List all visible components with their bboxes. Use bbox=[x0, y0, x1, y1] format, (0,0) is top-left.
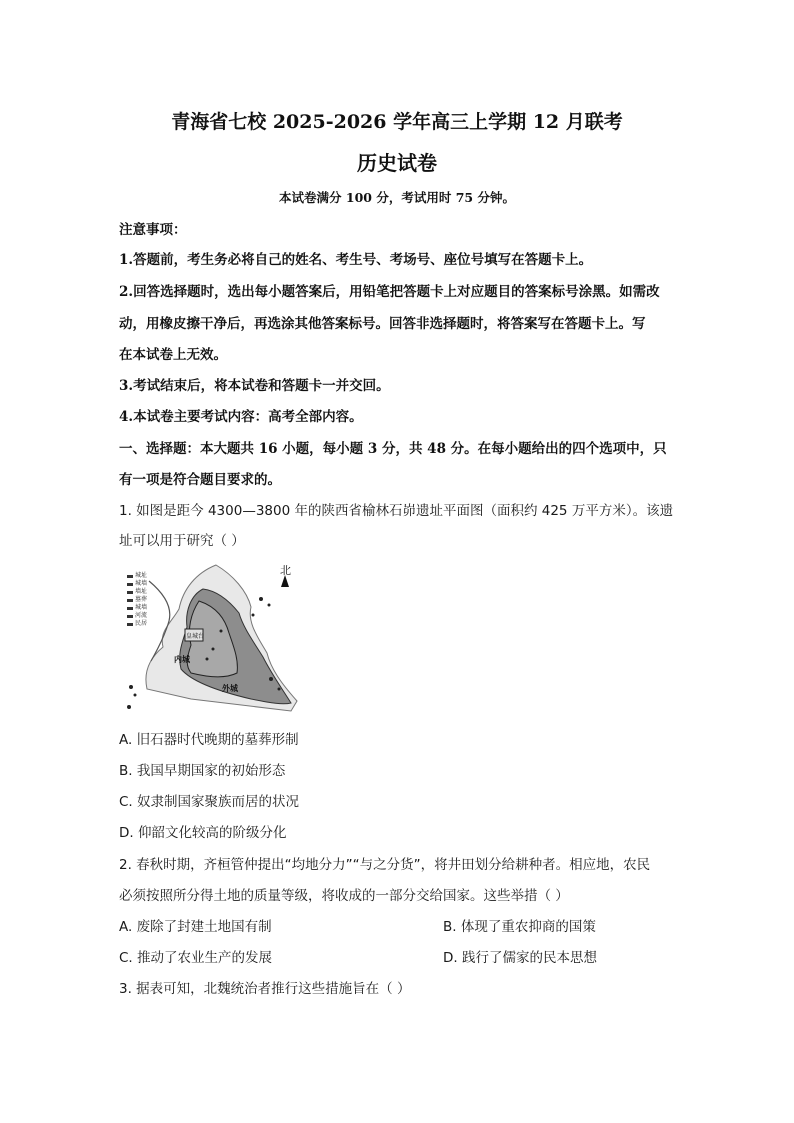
question-3-stem-line-1: 3. 据表可知，北魏统治者推行这些措施旨在（ ） bbox=[119, 981, 411, 997]
exam-title: 青海省七校 2025-2026 学年高三上学期 12 月联考 bbox=[171, 111, 623, 133]
notice-heading: 注意事项： bbox=[119, 222, 187, 238]
question-1-stem-line-1: 1. 如图是距今 4300—3800 年的陕西省榆林石峁遗址平面图（面积约 425 万平方米）。该遗 bbox=[119, 503, 674, 519]
map-legend-item-7: 民居 bbox=[135, 620, 148, 627]
map-legend-item-3: 墙址 bbox=[135, 588, 148, 595]
notice-item-3: 3.考试结束后，将本试卷和答题卡一并交回。 bbox=[119, 378, 390, 394]
section-1-instructions-line-2: 有一项是符合题目要求的。 bbox=[119, 472, 281, 488]
map-legend-symbols bbox=[127, 575, 133, 626]
question-2-option-d: D. 践行了儒家的民本思想 bbox=[443, 950, 597, 966]
map-inner-city-label: 内城 bbox=[174, 655, 190, 664]
question-2-option-c: C. 推动了农业生产的发展 bbox=[119, 950, 273, 966]
question-1-option-d: D. 仰韶文化较高的阶级分化 bbox=[119, 825, 287, 841]
question-1-stem-line-2: 址可以用于研究（ ） bbox=[119, 533, 245, 549]
question-2-stem-line-1: 2. 春秋时期，齐桓管仲提出“均地分力”“与之分货”，将井田划分给耕种者。相应地，农民 bbox=[119, 857, 651, 873]
map-legend-item-1: 城址 bbox=[135, 572, 148, 579]
question-1-option-a: A. 旧石器时代晚期的墓葬形制 bbox=[119, 732, 299, 748]
notice-item-1: 1.答题前，考生务必将自己的姓名、考生号、考场号、座位号填写在答题卡上。 bbox=[119, 252, 593, 268]
notice-item-2-line-1: 2.回答选择题时，选出每小题答案后，用铅笔把答题卡上对应题目的答案标号涂黑。如需改 bbox=[119, 284, 660, 300]
question-1-option-b: B. 我国早期国家的初始形态 bbox=[119, 763, 286, 779]
map-outer-city-label: 外城 bbox=[222, 684, 238, 693]
question-2-stem-line-2: 必须按照所分得土地的质量等级，将收成的一部分交给国家。这些举措（ ） bbox=[119, 888, 569, 904]
map-legend-item-2: 城墙 bbox=[135, 580, 148, 587]
question-2-option-b: B. 体现了重农抑商的国策 bbox=[443, 919, 596, 935]
map-legend-item-6: 河流 bbox=[135, 612, 148, 619]
notice-item-2-line-2: 动，用橡皮擦干净后，再选涂其他答案标号。回答非选择题时，将答案写在答题卡上。写 bbox=[119, 316, 646, 332]
map-legend-item-4: 墓葬 bbox=[135, 596, 148, 603]
map-palace-label: 皇城台 bbox=[186, 633, 205, 640]
section-1-instructions-line-1: 一、选择题：本大题共 16 小题，每小题 3 分，共 48 分。在每小题给出的四个选项中，只 bbox=[119, 441, 667, 457]
exam-score-note: 本试卷满分 100 分，考试用时 75 分钟。 bbox=[279, 190, 515, 205]
map-north-label: 北 bbox=[280, 564, 291, 577]
map-legend-item-5: 城墙 bbox=[135, 604, 148, 611]
question-1-option-c: C. 奴隶制国家聚族而居的状况 bbox=[119, 794, 300, 810]
notice-item-4: 4.本试卷主要考试内容：高考全部内容。 bbox=[119, 409, 363, 425]
question-2-option-a: A. 废除了封建土地国有制 bbox=[119, 919, 272, 935]
notice-item-2-line-3: 在本试卷上无效。 bbox=[119, 347, 227, 363]
shimao-site-map bbox=[121, 561, 301, 716]
exam-subject: 历史试卷 bbox=[357, 151, 437, 175]
